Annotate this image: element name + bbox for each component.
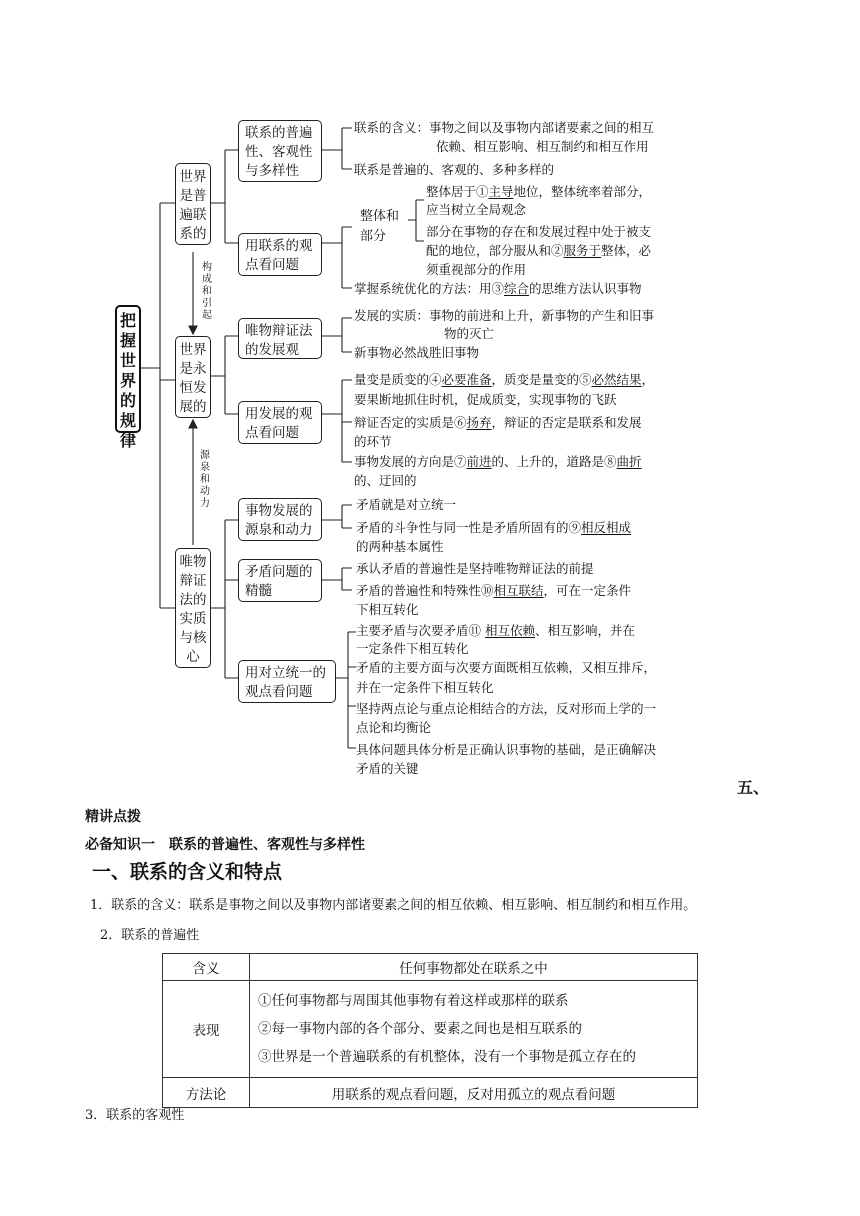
- heading-knowledge-1: 必备知识一 联系的普遍性、客观性与多样性: [85, 837, 365, 853]
- leaf-essence-2: [356, 581, 631, 600]
- node-unity-label: 用对立统一的观点看问题: [245, 665, 326, 700]
- leaf-dev-new: 新事物必然战胜旧事物: [354, 345, 480, 360]
- answer-8: 曲折: [616, 454, 642, 469]
- leaf-whole-1-a: 整体居于①: [426, 184, 489, 199]
- leaf-contra-3: 的两种基本属性: [356, 539, 444, 554]
- list-item: ①任何事物都与周围其他事物有着这样或那样的联系: [258, 993, 569, 1009]
- paragraph-3: 3．联系的客观性: [85, 1108, 185, 1123]
- leaf-dev-essence-1: 发展的实质：事物的前进和上升，新事物的产生和旧事: [354, 308, 655, 323]
- leaf-contra-2: [356, 518, 631, 537]
- leaf-neg-a: 辩证否定的实质是⑥: [354, 415, 467, 430]
- leaf-part-3: 须重视部分的作用: [426, 262, 527, 277]
- leaf-aspect-2: 并在一定条件下相互转化: [356, 680, 494, 695]
- table-cell-label: 含义: [163, 954, 250, 981]
- leaf-contra-2-a: 矛盾的斗争性与同一性是矛盾所固有的⑨: [356, 520, 582, 535]
- leaf-neg-b: ，辩证的否定是联系和发展: [491, 415, 642, 430]
- leaf-specific-2: 矛盾的关键: [356, 761, 419, 776]
- leaf-conn-features: 联系是普遍的、客观的、多种多样的: [354, 162, 555, 177]
- node-essence-label: 矛盾问题的精髓: [245, 564, 313, 599]
- leaf-dir-b: 的、上升的，道路是⑧: [491, 454, 617, 469]
- table-cell-value: 用联系的观点看问题，反对用孤立的观点看问题: [250, 1078, 698, 1108]
- node-source: [238, 498, 322, 541]
- leaf-quant-qual-2: 要果断地抓住时机，促成质变，实现事物的飞跃: [354, 392, 617, 407]
- leaf-specific-1: 具体问题具体分析是正确认识事物的基础，是正确解决: [356, 742, 657, 757]
- node-dev-method-label: 用发展的观点看问题: [245, 406, 313, 441]
- leaf-system: [354, 279, 642, 298]
- node-dev-method: [238, 401, 322, 444]
- node-essence: [238, 559, 322, 602]
- leaf-system-a: 掌握系统优化的方法：用③: [354, 281, 505, 296]
- leaf-direction-2: 的、迂回的: [354, 473, 417, 488]
- leaf-essence-3: 下相互转化: [356, 602, 419, 617]
- section-number: 五、: [737, 778, 770, 797]
- arrow-label-source: 源泉和动力: [200, 450, 210, 509]
- leaf-essence-1: 承认矛盾的普遍性是坚持唯物辩证法的前提: [356, 561, 594, 576]
- leaf-qq-c: ，: [641, 372, 655, 387]
- answer-11: 相互依赖: [484, 623, 535, 638]
- node-world-developing: [175, 336, 211, 418]
- leaf-aspect-1: 矛盾的主要方面与次要方面既相互依赖，又相互排斥，: [356, 660, 657, 675]
- table-row: [163, 981, 698, 1078]
- table-row: [163, 954, 698, 981]
- table-cell-label: 方法论: [163, 1078, 250, 1108]
- leaf-system-b: 的思维方法认识事物: [529, 281, 642, 296]
- node-conn-view-label: 用联系的观点看问题: [245, 238, 313, 273]
- leaf-whole-1: [426, 182, 651, 201]
- node-world-connected-label: 世界是普遍联系的: [179, 169, 207, 242]
- node-whole-part: 整体和部分: [360, 209, 400, 244]
- leaf-part-2-b: 整体，必: [601, 243, 652, 258]
- node-conn-view: [238, 233, 322, 276]
- node-dev-view: [238, 318, 322, 359]
- leaf-dir-a: 事物发展的方向是⑦: [354, 454, 467, 469]
- leaf-whole-1-b: 地位，整体统率着部分，: [513, 184, 652, 199]
- node-world-developing-label: 世界是永恒发展的: [179, 342, 207, 415]
- node-dialectics-core: [175, 548, 211, 668]
- leaf-main-a: 主要矛盾与次要矛盾⑪: [356, 623, 485, 638]
- leaf-negation-1: [354, 413, 642, 432]
- node-world-connected: [175, 163, 211, 245]
- heading-section-1: 一、联系的含义和特点: [92, 861, 283, 883]
- paragraph-1: 1．联系的含义：联系是事物之间以及事物内部诸要素之间的相互依赖、相互影响、相互制约和相互作用。: [90, 898, 697, 913]
- paragraph-2: 2．联系的普遍性: [100, 928, 200, 943]
- answer-4: 必要准备: [441, 372, 492, 387]
- answer-5: 必然结果: [591, 372, 642, 387]
- list-item: ②每一事物内部的各个部分、要素之间也是相互联系的: [258, 1021, 582, 1037]
- leaf-qq-b: ，质变是量变的⑤: [491, 372, 592, 387]
- mindmap-root: 把握世界的规律: [115, 305, 141, 433]
- universality-table: [162, 953, 698, 1108]
- leaf-dev-essence-2: 物的灭亡: [444, 326, 495, 341]
- leaf-two-points-1: 坚持两点论与重点论相结合的方法，反对形而上学的一: [356, 701, 657, 716]
- node-unity: [238, 660, 336, 703]
- leaf-qq-a: 量变是质变的④: [354, 372, 442, 387]
- table-cell-value: 任何事物都处在联系之中: [250, 954, 698, 981]
- leaf-two-points-2: 点论和均衡论: [356, 720, 432, 735]
- leaf-quant-qual-1: [354, 370, 654, 389]
- node-conn-nature-label: 联系的普遍性、客观性与多样性: [245, 125, 313, 179]
- leaf-part-2-a: 配的地位，部分服从和②: [426, 243, 564, 258]
- answer-3: 综合: [504, 281, 530, 296]
- leaf-main-1: [356, 621, 635, 640]
- answer-6: 扬弃: [466, 415, 492, 430]
- table-cell-label: 表现: [163, 981, 250, 1078]
- leaf-conn-meaning-2: 依赖、相互影响、相互制约和相互作用: [436, 139, 649, 154]
- leaf-direction-1: [354, 452, 642, 471]
- answer-2: 服务于: [563, 243, 602, 258]
- leaf-ess-2-a: 矛盾的普遍性和特殊性⑩: [356, 583, 494, 598]
- answer-1: 主导: [488, 184, 514, 199]
- leaf-contra-1: 矛盾就是对立统一: [356, 497, 457, 512]
- leaf-part-1: 部分在事物的存在和发展过程中处于被支: [426, 224, 652, 239]
- node-dialectics-core-label: 唯物辩证法的实质与核心: [179, 554, 207, 665]
- node-conn-nature: [238, 120, 322, 182]
- list-item: ③世界是一个普遍联系的有机整体，没有一个事物是孤立存在的: [258, 1049, 636, 1065]
- leaf-whole-2: 应当树立全局观念: [426, 202, 527, 217]
- leaf-ess-2-b: ，可在一定条件: [543, 583, 632, 598]
- leaf-main-b: 、相互影响，并在: [535, 623, 636, 638]
- answer-7: 前进: [466, 454, 492, 469]
- leaf-negation-2: 的环节: [354, 434, 392, 449]
- arrow-label-constitute: 构成和引起: [202, 262, 212, 321]
- leaf-conn-meaning-1: 联系的含义：事物之间以及事物内部诸要素之间的相互: [354, 120, 655, 135]
- answer-9: 相反相成: [581, 520, 632, 535]
- table-row: [163, 1078, 698, 1108]
- leaf-main-2: 一定条件下相互转化: [356, 641, 469, 656]
- answer-10: 相互联结: [493, 583, 544, 598]
- node-dev-view-label: 唯物辩证法的发展观: [245, 323, 313, 358]
- node-source-label: 事物发展的源泉和动力: [245, 503, 313, 538]
- table-cell-value: [250, 981, 698, 1078]
- leaf-part-2: [426, 241, 651, 260]
- heading-lecture: 精讲点拨: [85, 809, 141, 825]
